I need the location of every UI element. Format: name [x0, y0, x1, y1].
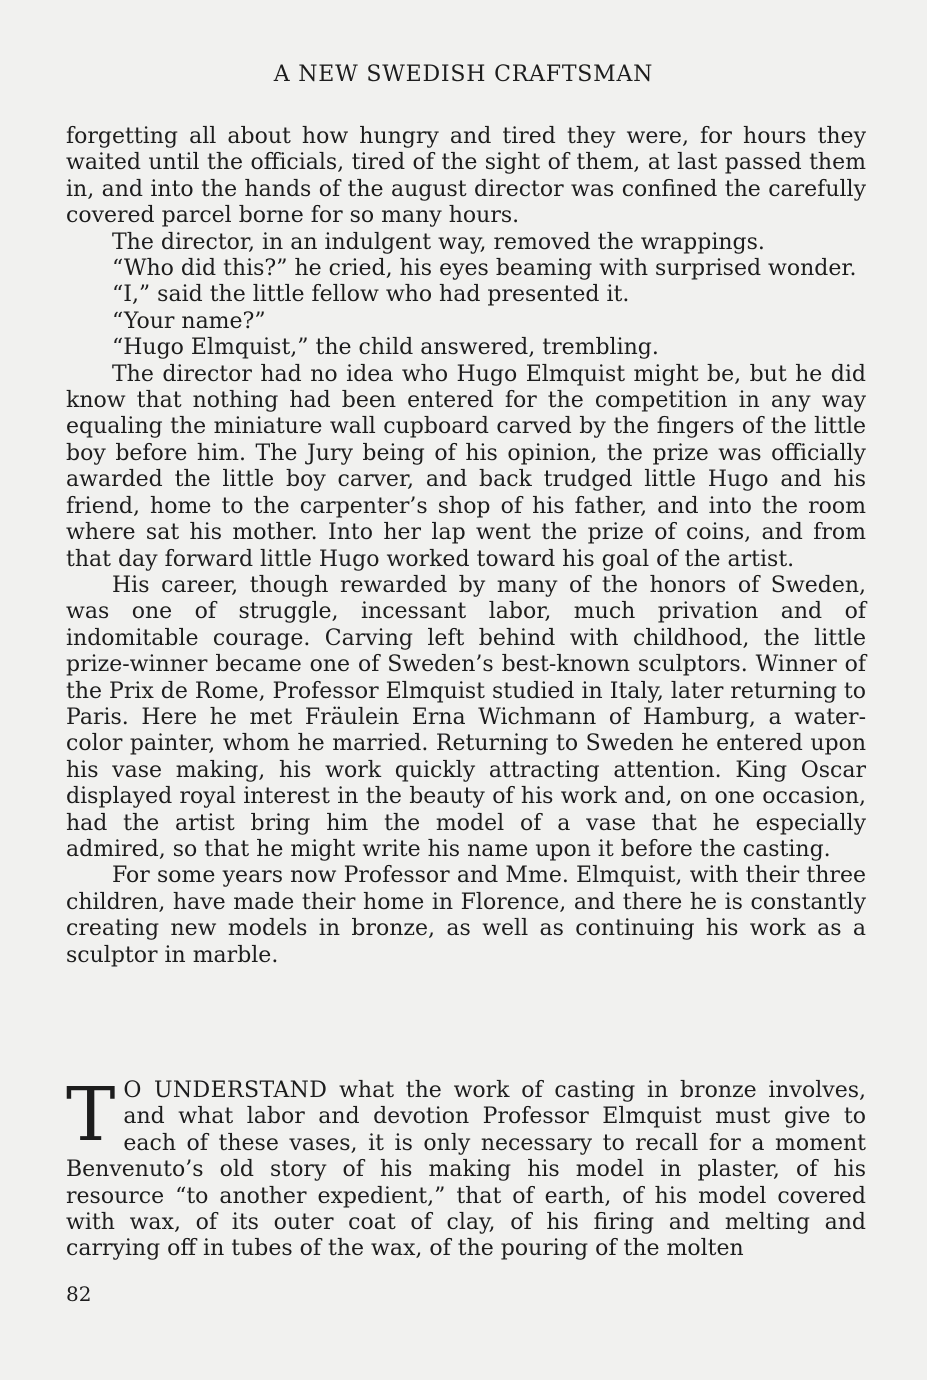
paragraph-hugo-answer: “Hugo Elmquist,” the child answered, trembling.: [112, 335, 659, 361]
paragraph-director-unwraps: The director, in an indulgent way, removed the wrappings.: [112, 229, 765, 255]
paragraph-who-did-this: “Who did this?” he cried, his eyes beaming with surprised wonder.: [112, 256, 857, 282]
casting-section: [66, 1072, 867, 1263]
paragraph-career: His career, though rewarded by many of the honors of Sweden, was one of struggle, incessant labor, much privation and of indomitable courage. Carving left behind with childhood, the little prize-winner became one of Sweden’s best-known sculptors. Winner of the Prix de Rome, Professor Elmquist studied in Italy, later returning to Paris. Here he met Fräulein Erna Wichmann of Hamburg, a water-color painter, whom he married. Returning to Sweden he entered upon his vase making, his work quickly attracting attention. King Oscar displayed royal interest in the beauty of his work and, on one occasion, had the artist bring him the model of a vase that he especially admired, so that he might write his name upon it before the casting.: [66, 572, 866, 862]
running-head: A NEW SWEDISH CRAFTSMAN: [273, 62, 654, 87]
drop-cap: T: [66, 1072, 116, 1158]
paragraph-florence: For some years now Professor and Mme. Elmquist, with their three children, have made their home in Florence, and there he is constantly creating new models in bronze, as well as continuing his work as a sculptor in marble.: [66, 863, 866, 968]
paragraph-little-fellow-reply: “I,” said the little fellow who had presented it.: [112, 282, 630, 308]
casting-text: what the work of casting in bronze involves, and what labor and devotion Professor Elmquist must give to each of these vases, it is only necessary to recall for a moment Benvenuto’s old story of his making his model in plaster, of his resource “to another expedient,” that of earth, of his model covered with wax, of its outer coat of clay, of his firing and melting and carrying off in tubes of the wax, of the pouring of the molten: [66, 1078, 867, 1262]
paragraph-prize-awarded: The director had no idea who Hugo Elmquist might be, but he did know that nothing had been entered for the competition in any way equaling the miniature wall cupboard carved by the fingers of the little boy before him. The Jury being of his opinion, the prize was officially awarded the little boy carver, and back trudged little Hugo and his friend, home to the carpenter’s shop of his father, and into the room where sat his mother. Into her lap went the prize of coins, and from that day forward little Hugo worked toward his goal of the artist.: [66, 361, 866, 572]
body-text: [66, 124, 866, 969]
casting-paragraph: [66, 1072, 867, 1263]
paragraph-continuation: forgetting all about how hungry and tired they were, for hours they waited until the officials, tired of the sight of them, at last passed them in, and into the hands of the august director was confined the carefully covered parcel borne for so many hours.: [66, 124, 866, 229]
page-number: 82: [66, 1282, 92, 1306]
paragraph-your-name: “Your name?”: [112, 308, 266, 334]
lead-in-small-caps: O UNDERSTAND: [123, 1078, 328, 1103]
